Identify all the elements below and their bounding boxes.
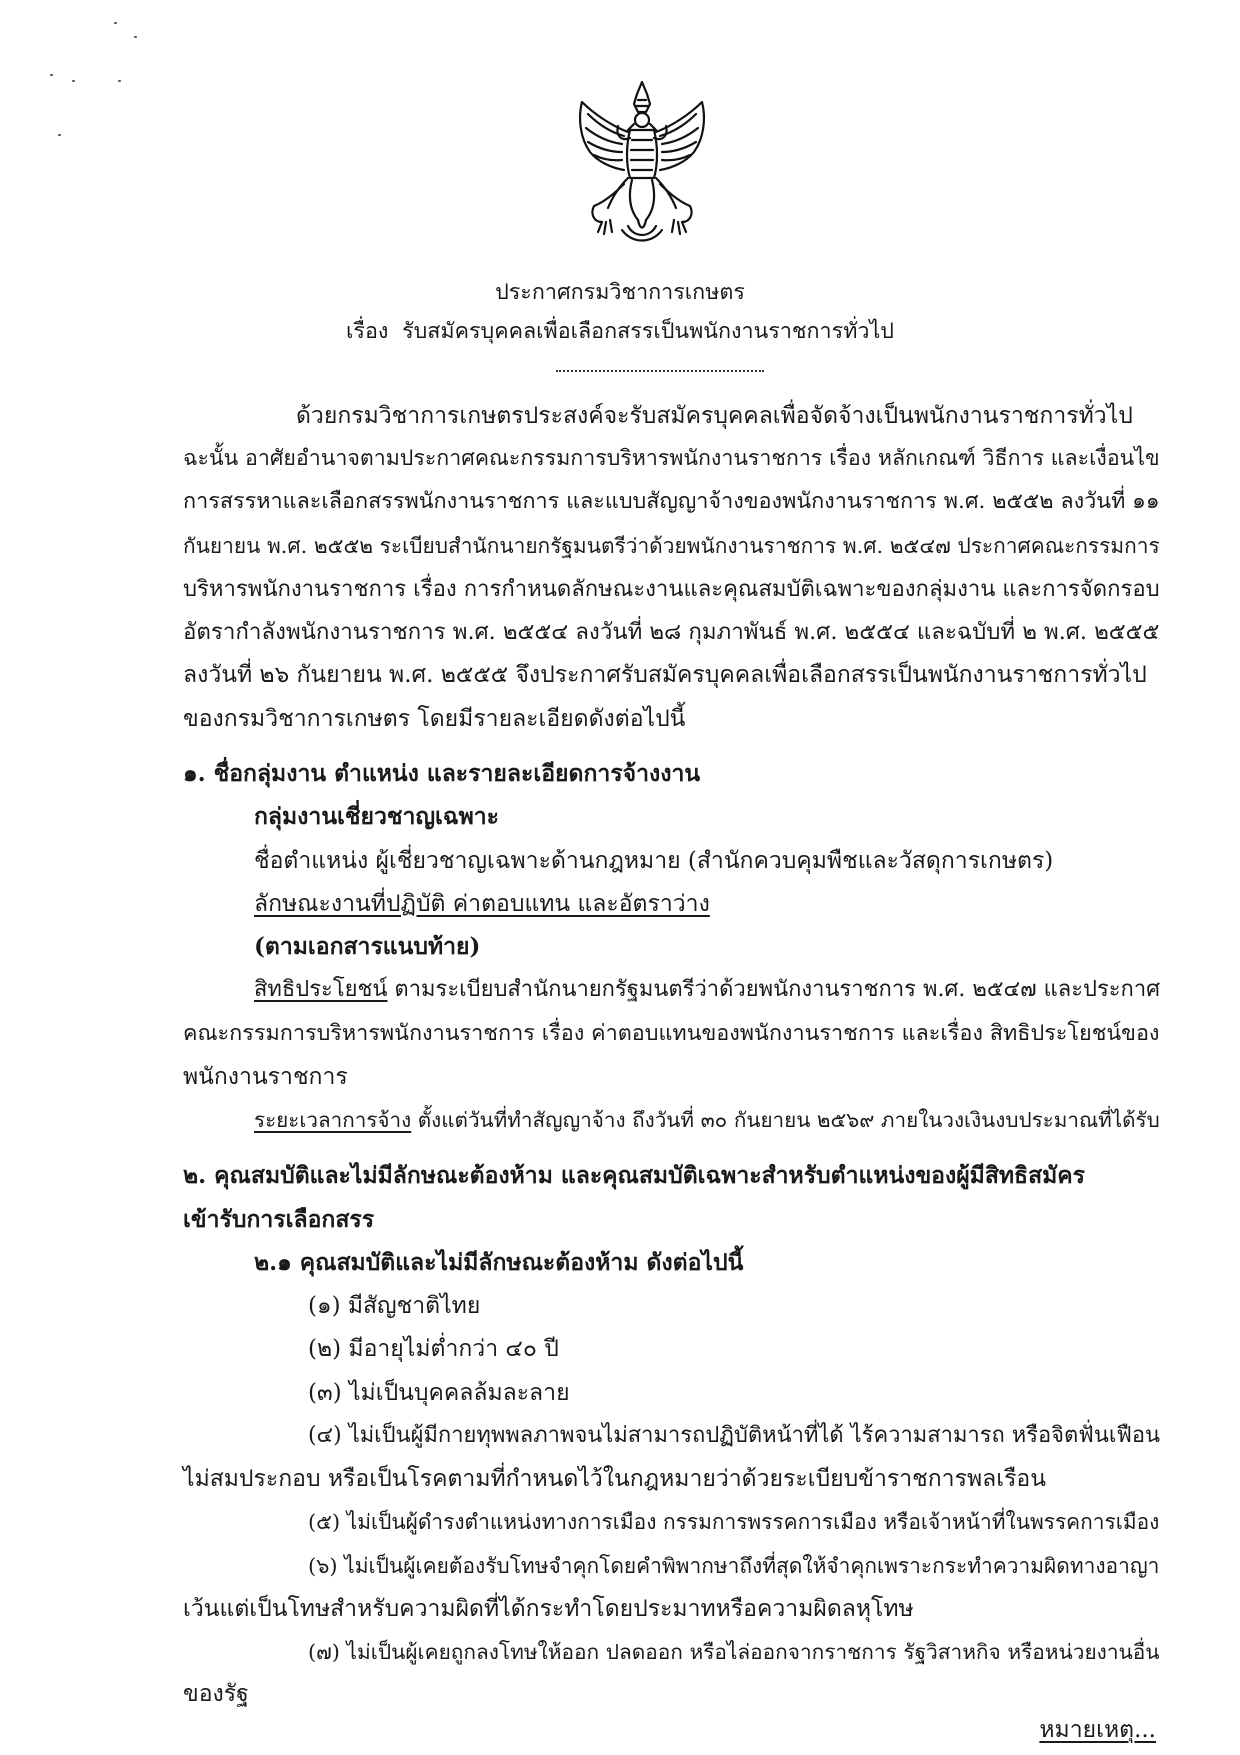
title-divider: [556, 370, 764, 372]
duties-label: ลักษณะงานที่ปฏิบัติ ค่าตอบแทน และอัตราว่าง: [254, 891, 710, 917]
qualification-item: ไม่สมประกอบ หรือเป็นโรคตามที่กำหนดไว้ในกฎหมายว่าด้วยระเบียบข้าราชการพลเรือน: [183, 1466, 1046, 1492]
section-2-heading: ๒. คุณสมบัติและไม่มีลักษณะต้องห้าม และคุณสมบัติเฉพาะสำหรับตำแหน่งของผู้มีสิทธิสมัคร: [183, 1162, 1086, 1189]
job-group: กลุ่มงานเชี่ยวชาญเฉพาะ: [254, 803, 499, 830]
intro-line: การสรรหาและเลือกสรรพนักงานราชการ และแบบสัญญาจ้างของพนักงานราชการ พ.ศ. ๒๕๕๒ ลงวันที่ ๑๑: [183, 489, 1160, 514]
benefits-line: คณะกรรมการบริหารพนักงานราชการ เรื่อง ค่าตอบแทนของพนักงานราชการ และเรื่อง สิทธิประโยชน์ของ: [183, 1021, 1160, 1046]
scan-mark: [134, 36, 137, 38]
intro-line: ฉะนั้น อาศัยอำนาจตามประกาศคณะกรรมการบริหารพนักงานราชการ เรื่อง หลักเกณฑ์ วิธีการ และเงื่อนไข: [183, 446, 1160, 471]
qualification-item: เว้นแต่เป็นโทษสำหรับความผิดที่ได้กระทำโดยประมาทหรือความผิดลหุโทษ: [183, 1596, 914, 1622]
section-2-heading: เข้ารับการเลือกสรร: [183, 1206, 375, 1233]
intro-line: กันยายน พ.ศ. ๒๕๕๒ ระเบียบสำนักนายกรัฐมนตรีว่าด้วยพนักงานราชการ พ.ศ. ๒๕๔๗ ประกาศคณะกรรมการ: [183, 534, 1160, 558]
period-text: ตั้งแต่วันที่ทำสัญญาจ้าง ถึงวันที่ ๓๐ กันยายน ๒๕๖๙ ภายในวงเงินงบประมาณที่ได้รับ: [411, 1108, 1160, 1132]
announcement-title: ประกาศกรมวิชาการเกษตร: [495, 280, 745, 305]
scan-mark: [50, 74, 53, 76]
scan-mark: [114, 22, 117, 24]
scan-mark: [72, 80, 75, 82]
job-position: ชื่อตำแหน่ง ผู้เชี่ยวชาญเฉพาะด้านกฎหมาย (สำนักควบคุมพืชและวัสดุการเกษตร): [254, 848, 1054, 874]
qualification-item: (๒) มีอายุไม่ต่ำกว่า ๔๐ ปี: [308, 1336, 559, 1362]
qualification-item: (๖) ไม่เป็นผู้เคยต้องรับโทษจำคุกโดยคำพิพากษาถึงที่สุดให้จำคุกเพราะกระทำความผิดทางอาญา: [308, 1554, 1160, 1578]
period-label: ระยะเวลาการจ้าง: [254, 1108, 412, 1132]
benefits-line: พนักงานราชการ: [183, 1064, 348, 1090]
intro-line: อัตรากำลังพนักงานราชการ พ.ศ. ๒๕๕๔ ลงวันที่ ๒๘ กุมภาพันธ์ พ.ศ. ๒๕๕๔ และฉบับที่ ๒ พ.ศ. ๒๕๕๕: [183, 619, 1160, 645]
qualification-item: (๑) มีสัญชาติไทย: [308, 1293, 481, 1319]
subject-text: รับสมัครบุคคลเพื่อเลือกสรรเป็นพนักงานราชการทั่วไป: [402, 319, 894, 344]
subject-label: เรื่อง: [346, 319, 389, 344]
intro-line: ของกรมวิชาการเกษตร โดยมีรายละเอียดดังต่อไปนี้: [183, 706, 686, 732]
scan-mark: [58, 134, 61, 136]
qualification-item: ของรัฐ: [183, 1681, 249, 1707]
benefits-text: ตามระเบียบสำนักนายกรัฐมนตรีว่าด้วยพนักงานราชการ พ.ศ. ๒๕๔๗ และประกาศ: [387, 977, 1161, 1002]
employment-period: [254, 1105, 1160, 1135]
announcement-subject: [0, 317, 1240, 347]
intro-line: ด้วยกรมวิชาการเกษตรประสงค์จะรับสมัครบุคคลเพื่อจัดจ้างเป็นพนักงานราชการทั่วไป: [296, 403, 1133, 429]
qualification-item: (๓) ไม่เป็นบุคคลล้มละลาย: [308, 1380, 570, 1406]
garuda-emblem-icon: [568, 80, 716, 245]
continued-note: หมายเหตุ...: [1039, 1717, 1156, 1743]
qualification-item: (๗) ไม่เป็นผู้เคยถูกลงโทษให้ออก ปลดออก หรือไล่ออกจากราชการ รัฐวิสาหกิจ หรือหน่วยงานอื่น: [308, 1640, 1160, 1664]
benefits-label: สิทธิประโยชน์: [254, 977, 388, 1002]
intro-line: ลงวันที่ ๒๖ กันยายน พ.ศ. ๒๕๕๕ จึงประกาศรับสมัครบุคคลเพื่อเลือกสรรเป็นพนักงานราชการทั่วไป: [183, 662, 1147, 688]
benefits-line: [254, 975, 1160, 1005]
qualification-item: (๔) ไม่เป็นผู้มีกายทุพพลภาพจนไม่สามารถปฏิบัติหน้าที่ได้ ไร้ความสามารถ หรือจิตฟั่นเฟือน: [308, 1423, 1161, 1448]
scan-mark: [118, 80, 121, 82]
qualification-item: (๕) ไม่เป็นผู้ดำรงตำแหน่งทางการเมือง กรรมการพรรคการเมือง หรือเจ้าหน้าที่ในพรรคการเมือง: [308, 1510, 1160, 1534]
intro-line: บริหารพนักงานราชการ เรื่อง การกำหนดลักษณะงานและคุณสมบัติเฉพาะของกลุ่มงาน และการจัดกรอบ: [183, 576, 1160, 602]
attachment-note: (ตามเอกสารแนบท้าย): [254, 933, 481, 960]
section-2-1-heading: ๒.๑ คุณสมบัติและไม่มีลักษณะต้องห้าม ดังต่อไปนี้: [254, 1249, 744, 1276]
section-1-heading: ๑. ชื่อกลุ่มงาน ตำแหน่ง และรายละเอียดการจ้างงาน: [183, 760, 701, 787]
